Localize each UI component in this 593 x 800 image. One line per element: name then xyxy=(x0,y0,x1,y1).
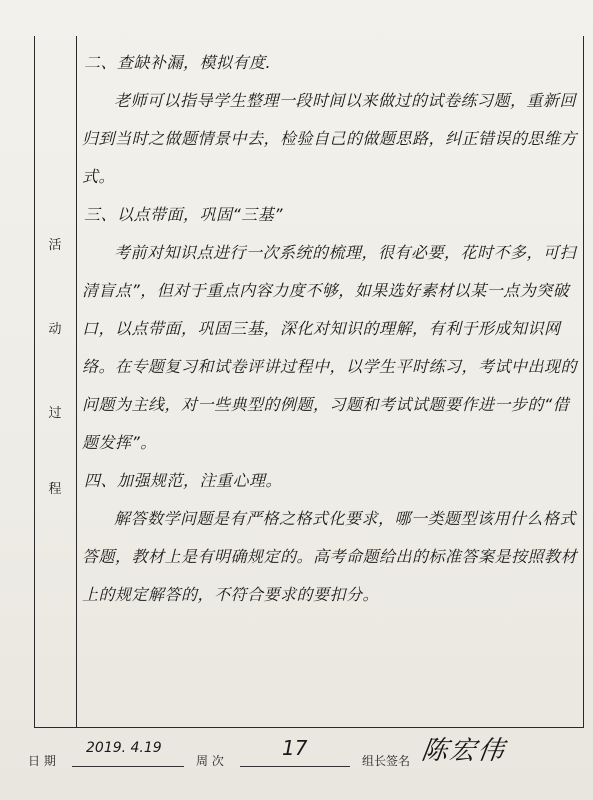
section-paragraph-3: 考前对知识点进行一次系统的梳理，很有必要，花时不多，可扫清盲点”，但对于重点内容力度不够，如果选好素材以某一点为突破口，以点带面，巩固三基，深化对知识的理解，有利于形成知识网络。在专题复习和试卷评讲过程中，以学生平时练习，考试中出现的问题为主线，对一些典型的例题，习题和考试试题要作进一步的“借题发挥”。 xyxy=(82,243,578,452)
section-heading-4: 四、加强规范，注重心理。 xyxy=(84,471,283,490)
side-label-char-1: 活 xyxy=(48,238,62,253)
side-label-char-2: 动 xyxy=(48,322,62,337)
column-divider xyxy=(76,36,77,728)
team-leader-signature: 陈宏伟 xyxy=(419,736,508,766)
section-paragraph-2: 老师可以指导学生整理一段时间以来做过的试卷练习题，重新回归到当时之做题情景中去，检验自己的做题思路，纠正错误的思维方式。 xyxy=(82,91,578,186)
handwritten-notes xyxy=(82,44,578,614)
week-value: 17 xyxy=(282,736,308,760)
footer-signature-row xyxy=(28,736,588,772)
date-label: 日 期 xyxy=(28,754,56,768)
side-label-char-3: 过 xyxy=(48,406,62,421)
week-label: 周 次 xyxy=(196,754,224,768)
section-paragraph-4: 解答数学问题是有严格之格式化要求，哪一类题型该用什么格式答题，教材上是有明确规定的。高考命题给出的标准答案是按照教材上的规定解答的，不符合要求的要扣分。 xyxy=(82,509,578,604)
section-heading-2: 二、查缺补漏，模拟有度. xyxy=(84,53,272,72)
team-leader-signature-label: 组长签名 xyxy=(362,754,411,768)
date-value: 2019. 4.19 xyxy=(86,740,162,756)
week-underline xyxy=(240,766,350,767)
date-underline xyxy=(72,766,184,767)
side-label-char-4: 程 xyxy=(48,482,62,497)
section-heading-3: 三、以点带面，巩固“三基” xyxy=(84,205,284,224)
